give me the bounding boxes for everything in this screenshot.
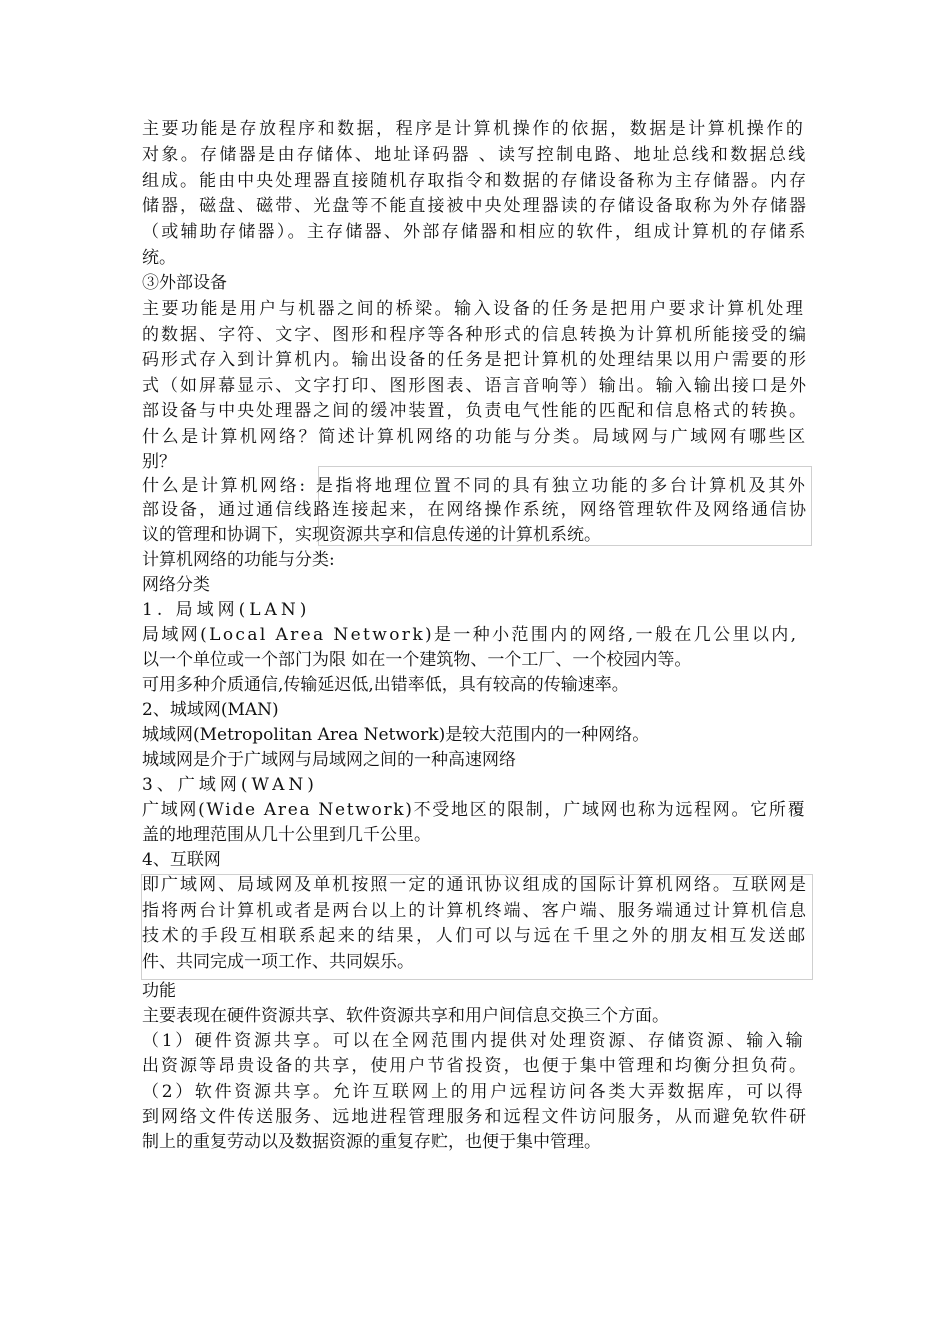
text-line: 到网络文件传送服务、远地进程管理服务和远程文件访问服务，从而避免软件研 (142, 1107, 809, 1127)
text-line: 技术的手段互相联系起来的结果，人们可以与远在千里之外的朋友相互发送邮 (142, 926, 808, 946)
text-line: （或辅助存储器）。主存储器、外部存储器和相应的软件，组成计算机的存储系 (142, 222, 808, 242)
text-line: 可用多种介质通信,传输延迟低,出错率低，具有较高的传输速率。 (142, 675, 629, 695)
text-line: 议的管理和协调下，实现资源共享和信息传递的计算机系统。 (142, 525, 601, 545)
text-line: 2、城域网(MAN) (142, 700, 279, 720)
text-line: 盖的地理范围从几十公里到几千公里。 (142, 825, 431, 845)
text-line: 4、互联网 (142, 850, 221, 870)
text-line: 码形式存入到计算机内。输出设备的任务是把计算机的处理结果以用户需要的形 (142, 350, 809, 370)
text-line: 1. 局域网(LAN) (142, 600, 311, 620)
text-line: 式（如屏幕显示、文字打印、图形图表、语言音响等）输出。输入输出接口是外 (142, 376, 809, 396)
text-line: 主要功能是用户与机器之间的桥梁。输入设备的任务是把用户要求计算机处理 (142, 299, 806, 319)
text-line: 功能 (142, 981, 176, 1001)
text-line: 3、广域网(WAN) (142, 775, 318, 795)
text-line: ③外部设备 (142, 273, 227, 293)
text-line: 广域网(Wide Area Network)不受地区的限制，广域网也称为远程网。它所覆 (142, 800, 807, 820)
text-line: 组成。能由中央处理器直接随机存取指令和数据的存储设备称为主存储器。内存 (142, 171, 809, 191)
text-line: 别？ (142, 452, 176, 472)
text-line: 部设备，通过通信线路连接起来，在网络操作系统，网络管理软件及网络通信协 (142, 500, 809, 520)
text-line: 网络分类 (142, 575, 210, 595)
text-line: 城域网是介于广域网与局域网之间的一种高速网络 (142, 750, 516, 770)
text-line: 对象。存储器是由存储体、地址译码器 、读写控制电路、地址总线和数据总线 (142, 145, 808, 165)
text-line: 统。 (142, 248, 176, 268)
text-line: 以一个单位或一个部门为限 如在一个建筑物、一个工厂、一个校园内等。 (142, 650, 692, 670)
text-line: 主要表现在硬件资源共享、软件资源共享和用户间信息交换三个方面。 (142, 1006, 669, 1026)
text-line: （1）硬件资源共享。可以在全网范围内提供对处理资源、存储资源、输入输 (142, 1031, 806, 1051)
text-line: 指将两台计算机或者是两台以上的计算机终端、客户端、服务端通过计算机信息 (142, 901, 809, 921)
text-line: 主要功能是存放程序和数据，程序是计算机操作的依据，数据是计算机操作的 (142, 119, 806, 139)
text-line: 的数据、字符、文字、图形和程序等各种形式的信息转换为计算机所能接受的编 (142, 325, 809, 345)
text-line: 制上的重复劳动以及数据资源的重复存贮，也便于集中管理。 (142, 1132, 601, 1152)
text-line: （2）软件资源共享。允许互联网上的用户远程访问各类大弄数据库，可以得 (142, 1082, 806, 1102)
text-line: 部设备与中央处理器之间的缓冲装置，负责电气性能的匹配和信息格式的转换。 (142, 401, 809, 421)
text-line: 计算机网络的功能与分类: (142, 550, 335, 570)
text-line: 什么是计算机网络？简述计算机网络的功能与分类。局域网与广域网有哪些区 (142, 427, 808, 447)
text-line: 出资源等昂贵设备的共享，使用户节省投资，也便于集中管理和均衡分担负荷。 (142, 1056, 809, 1076)
text-line: 什么是计算机网络: 是指将地理位置不同的具有独立功能的多台计算机及其外 (142, 476, 808, 496)
text-line: 储器，磁盘、磁带、光盘等不能直接被中央处理器读的存储设备取称为外存储器 (142, 196, 809, 216)
text-line: 件、共同完成一项工作、共同娱乐。 (142, 952, 414, 972)
text-line: 即广域网、局域网及单机按照一定的通讯协议组成的国际计算机网络。互联网是 (142, 875, 809, 895)
text-line: 局域网(Local Area Network)是一种小范围内的网络,一般在几公里以内, (142, 625, 799, 645)
text-line: 城域网(Metropolitan Area Network)是较大范围内的一种网络。 (142, 725, 650, 745)
